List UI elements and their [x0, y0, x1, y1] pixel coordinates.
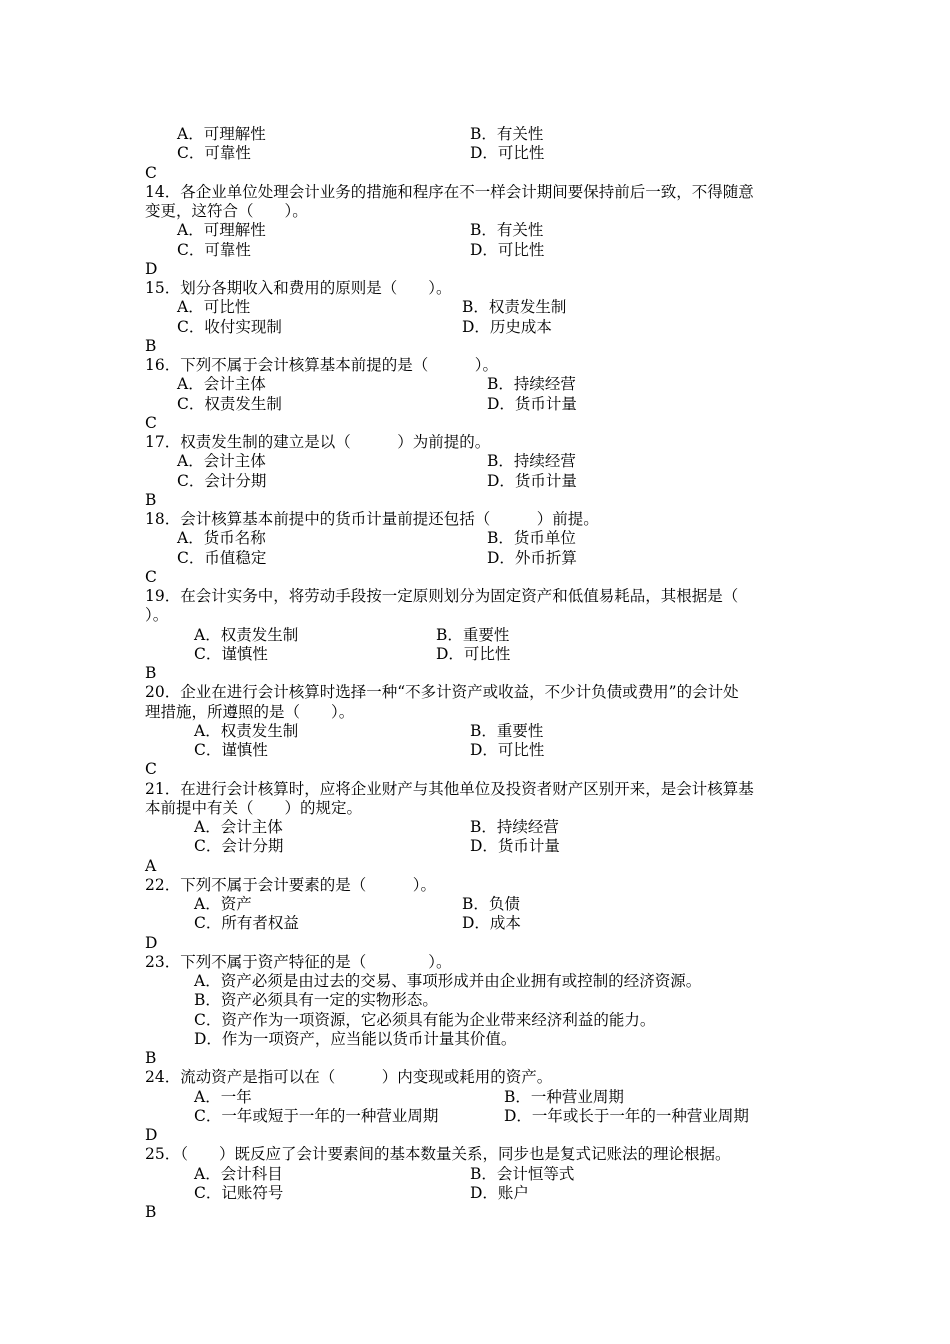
option-left: A．可理解性 — [177, 221, 266, 240]
answer: B — [145, 336, 157, 355]
option: A．资产必须是由过去的交易、事项形成并由企业拥有或控制的经济资源。 — [194, 972, 702, 990]
option-right: B．货币单位 — [487, 529, 576, 548]
option-right: D．货币计量 — [487, 394, 577, 413]
option-right: D．可比性 — [470, 240, 545, 259]
option-right: B．重要性 — [436, 625, 510, 644]
option-left: A．可比性 — [177, 298, 251, 317]
question-text: 14．各企业单位处理会计业务的措施和程序在不一样会计期间要保持前后一致，不得随意 — [145, 182, 754, 201]
answer: B — [145, 1203, 157, 1221]
option-left: A．权责发生制 — [194, 721, 299, 740]
option-left: C．谨慎性 — [194, 644, 268, 663]
option-right: D．账户 — [470, 1183, 529, 1202]
answer: A — [145, 856, 157, 875]
question-text: 17．权责发生制的建立是以（ ）为前提的。 — [145, 433, 491, 451]
option-left: C．可靠性 — [177, 240, 251, 259]
question-text: 23．下列不属于资产特征的是（ ）。 — [145, 952, 452, 971]
option-right: D．可比性 — [436, 644, 511, 663]
question-text: 25．（ ）既反应了会计要素间的基本数量关系，同步也是复式记账法的理论根据。 — [145, 1145, 731, 1164]
option-right: B．有关性 — [470, 221, 544, 240]
option-right: B．有关性 — [470, 125, 544, 143]
answer: B — [145, 490, 157, 509]
option-right: B．重要性 — [470, 721, 544, 740]
option-left: C．可靠性 — [177, 144, 251, 163]
question-text-continued: 变更，这符合（ ）。 — [145, 202, 308, 220]
option-left: C．记账符号 — [194, 1183, 284, 1202]
option-left: A．资产 — [194, 895, 252, 913]
question-text: 24．流动资产是指可以在（ ）内变现或耗用的资产。 — [145, 1068, 553, 1087]
option-left: C．收付实现制 — [177, 317, 282, 336]
option-left: A．会计科目 — [194, 1164, 283, 1183]
question-text: 21．在进行会计核算时，应将企业财产与其他单位及投资者财产区别开来，是会计核算基 — [145, 779, 754, 798]
option-left: C．会计分期 — [194, 837, 284, 856]
question-text: 16．下列不属于会计核算基本前提的是（ ）。 — [145, 356, 498, 374]
option-right: B．会计恒等式 — [470, 1164, 575, 1183]
answer: C — [145, 760, 157, 779]
answer: C — [145, 163, 157, 182]
option-left: A．权责发生制 — [194, 625, 299, 644]
question-text: 19．在会计实务中，将劳动手段按一定原则划分为固定资产和低值易耗品，其根据是（ — [145, 587, 739, 605]
option-left: A．货币名称 — [177, 529, 266, 548]
option-left: A．会计主体 — [177, 452, 266, 471]
option: C．资产作为一项资源，它必须具有能为企业带来经济利益的能力。 — [194, 1010, 656, 1029]
option-right: D．外币折算 — [487, 548, 577, 567]
option-right: D．货币计量 — [470, 837, 560, 856]
option-left: C．会计分期 — [177, 471, 267, 490]
answer: B — [145, 1049, 157, 1067]
option-left: A．可理解性 — [177, 125, 266, 143]
option-left: C．一年或短于一年的一种营业周期 — [194, 1106, 439, 1125]
option-left: C．权责发生制 — [177, 394, 282, 413]
option-right: B．负债 — [462, 895, 520, 913]
question-text: 22．下列不属于会计要素的是（ ）。 — [145, 875, 436, 894]
option-left: A．会计主体 — [194, 818, 283, 836]
question-text: 18．会计核算基本前提中的货币计量前提还包括（ ）前提。 — [145, 510, 599, 528]
question-text-continued: 本前提中有关（ ）的规定。 — [145, 798, 363, 817]
answer: D — [145, 1126, 158, 1144]
option-right: D．可比性 — [470, 144, 545, 163]
answer: D — [145, 259, 158, 278]
answer: B — [145, 664, 157, 682]
option-right: B．持续经营 — [487, 375, 576, 394]
question-text-continued: ）。 — [145, 606, 169, 625]
option: D．作为一项资产，应当能以货币计量其价值。 — [194, 1029, 517, 1048]
question-text: 20．企业在进行会计核算时选择一种“不多计资产或收益，不少计负债或费用”的会计处 — [145, 683, 739, 702]
answer: C — [145, 567, 157, 586]
question-text: 15．划分各期收入和费用的原则是（ ）。 — [145, 279, 452, 297]
option-right: B．持续经营 — [487, 452, 576, 471]
option-right: B．持续经营 — [470, 818, 559, 836]
option-right: D．历史成本 — [462, 317, 552, 336]
option-right: D．可比性 — [470, 741, 545, 759]
option-left: C．所有者权益 — [194, 914, 299, 933]
option-right: B．一种营业周期 — [504, 1087, 624, 1106]
question-text-continued: 理措施，所遵照的是（ ）。 — [145, 702, 355, 721]
option: B．资产必须具有一定的实物形态。 — [194, 991, 438, 1010]
option-right: D．货币计量 — [487, 471, 577, 490]
answer: C — [145, 413, 157, 432]
option-right: B．权责发生制 — [462, 298, 567, 317]
option-left: C．谨慎性 — [194, 741, 268, 759]
option-left: A．会计主体 — [177, 375, 266, 394]
option-right: D．成本 — [462, 914, 521, 933]
option-right: D．一年或长于一年的一种营业周期 — [504, 1106, 749, 1125]
option-left: A．一年 — [194, 1087, 252, 1106]
option-left: C．币值稳定 — [177, 548, 267, 567]
answer: D — [145, 933, 158, 952]
